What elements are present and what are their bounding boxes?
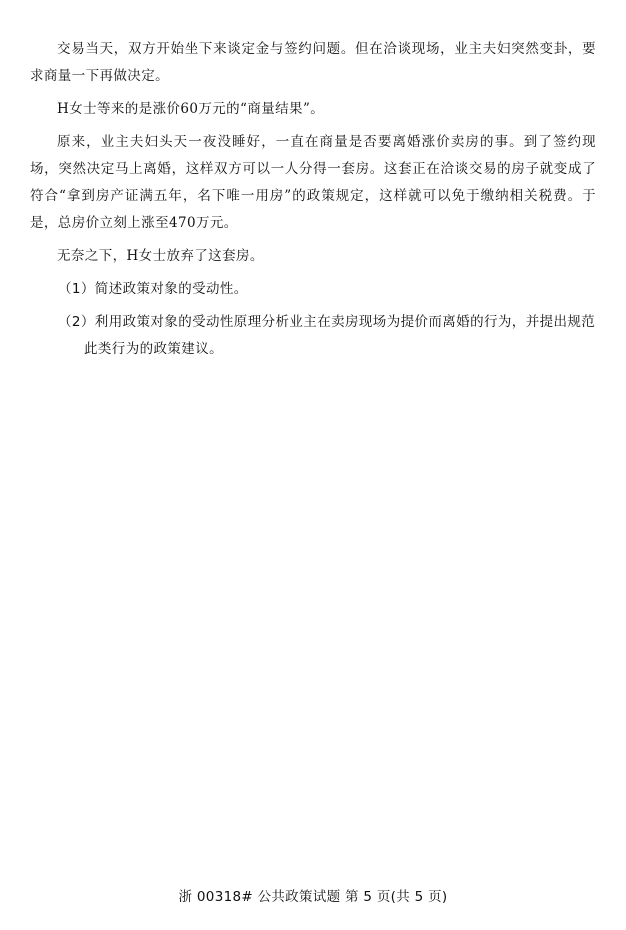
question-2: （2）利用政策对象的受动性原理分析业主在卖房现场为提价而离婚的行为，并提出规范此类行为的政策建议。 — [58, 314, 596, 357]
question-list — [30, 276, 596, 363]
paragraph-1: 交易当天，双方开始坐下来谈定金与签约问题。但在洽谈现场，业主夫妇突然变卦，要求商量一下再做决定。 — [30, 41, 596, 84]
case-text — [30, 36, 596, 369]
paragraph-3: 原来，业主夫妇头天一夜没睡好，一直在商量是否要离婚涨价卖房的事。到了签约现场，突然决定马上离婚，这样双方可以一人分得一套房。这套正在洽谈交易的房子就变成了符合“拿到房产证满五年，名下唯一用房”的政策规定，这样就可以免于缴纳相关税费。于是，总房价立刻上涨至470万元。 — [30, 134, 596, 231]
paragraph-4: 无奈之下，H女士放弃了这套房。 — [57, 248, 264, 264]
question-1: （1）简述政策对象的受动性。 — [58, 281, 248, 297]
paragraph-2: H女士等来的是涨价60万元的“商量结果”。 — [57, 101, 325, 117]
page-footer: 浙 00318# 公共政策试题 第 5 页(共 5 页) — [178, 889, 448, 905]
